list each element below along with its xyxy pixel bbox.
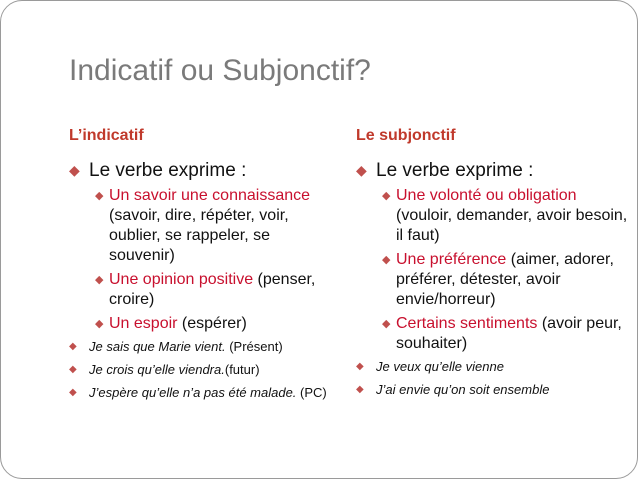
list-item — [356, 314, 631, 354]
left-column-heading: L’indicatif — [69, 127, 144, 144]
bullet-icon: ◆ — [95, 318, 104, 330]
right-column — [356, 159, 631, 404]
item-detail: (avoir peur, souhaiter) — [396, 315, 622, 352]
right-intro-text: Le verbe exprime : — [376, 160, 534, 181]
bullet-icon: ◆ — [382, 318, 391, 330]
item-detail: (penser, croire) — [109, 271, 316, 308]
example-tense: (Présent) — [225, 339, 283, 354]
item-highlight: Certains sentiments — [396, 315, 538, 332]
item-highlight: Une opinion positive — [109, 271, 254, 288]
item-highlight: Une préférence — [396, 251, 507, 268]
left-column — [69, 159, 334, 407]
example-tense: (PC) — [296, 385, 327, 400]
list-item — [356, 186, 631, 246]
bullet-icon: ◆ — [95, 190, 104, 202]
bullet-icon: ◆ — [356, 384, 364, 395]
item-detail: (savoir, dire, répéter, voir, oublier, se rappeler, se souvenir) — [109, 207, 289, 264]
bullet-icon: ◆ — [69, 387, 77, 398]
bullet-icon: ◆ — [69, 162, 80, 178]
example-item — [69, 338, 334, 356]
list-item — [69, 186, 334, 266]
example-item — [356, 381, 631, 399]
example-sentence: Je veux qu’elle vienne — [376, 359, 504, 374]
item-highlight: Un espoir — [109, 315, 178, 332]
item-detail: (vouloir, demander, avoir besoin, il faut) — [396, 207, 628, 244]
example-tense: (futur) — [224, 362, 260, 377]
example-sentence: J’espère qu’elle n’a pas été malade. — [89, 385, 297, 400]
slide-title: Indicatif ou Subjonctif? — [69, 54, 371, 87]
bullet-icon: ◆ — [382, 190, 391, 202]
item-detail: (espérer) — [177, 315, 247, 332]
bullet-icon: ◆ — [356, 162, 367, 178]
list-item — [69, 270, 334, 310]
example-item — [69, 384, 334, 402]
bullet-icon: ◆ — [382, 254, 391, 266]
left-intro — [69, 159, 334, 182]
bullet-icon: ◆ — [356, 361, 364, 372]
right-intro — [356, 159, 631, 182]
left-intro-text: Le verbe exprime : — [89, 160, 247, 181]
bullet-icon: ◆ — [95, 274, 104, 286]
item-highlight: Une volonté ou obligation — [396, 187, 577, 204]
item-detail: (aimer, adorer, préférer, détester, avoir envie/horreur) — [396, 251, 614, 308]
list-item — [356, 250, 631, 310]
right-column-heading: Le subjonctif — [356, 127, 456, 144]
item-highlight: Un savoir une connaissance — [109, 187, 311, 204]
bullet-icon: ◆ — [69, 341, 77, 352]
list-item — [69, 314, 334, 334]
example-sentence: Je crois qu’elle viendra. — [89, 362, 225, 377]
example-sentence: Je sais que Marie vient. — [89, 339, 226, 354]
example-item — [356, 358, 631, 376]
bullet-icon: ◆ — [69, 364, 77, 375]
example-item — [69, 361, 334, 379]
example-sentence: J’ai envie qu’on soit ensemble — [376, 382, 550, 397]
